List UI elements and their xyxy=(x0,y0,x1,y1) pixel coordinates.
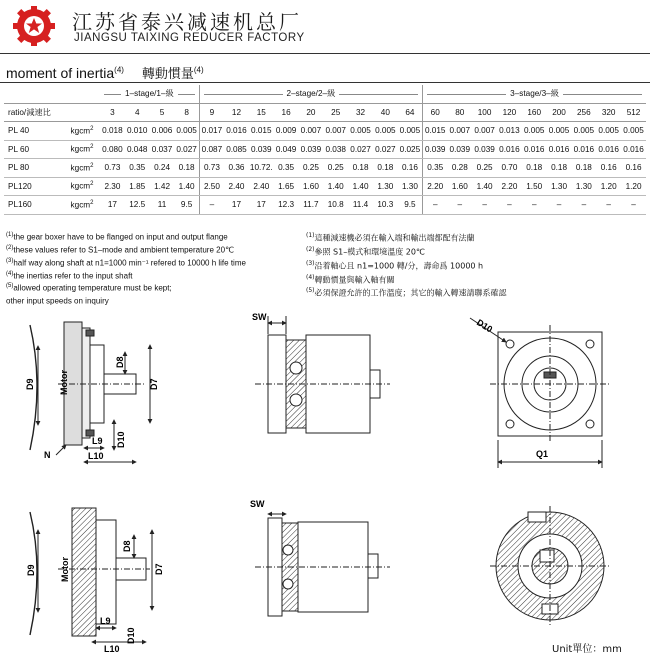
note-line: $^{(2)}$參照 S1–模式和環境溫度 20℃ xyxy=(306,245,425,257)
ratio-cell: 5 xyxy=(150,103,175,122)
dim-n: N xyxy=(44,450,51,460)
value-cell: 0.018 xyxy=(100,122,125,141)
ratio-cell: 12 xyxy=(224,103,249,122)
value-cell: 9.5 xyxy=(398,196,423,215)
value-cell: 0.16 xyxy=(621,159,646,178)
value-cell: 1.85 xyxy=(125,177,150,196)
company-name-cn: 江苏省泰兴减速机总厂 xyxy=(72,10,302,34)
dim-sw-upper: SW xyxy=(252,312,267,322)
value-cell: 0.73 xyxy=(199,159,224,178)
value-cell: 0.039 xyxy=(472,140,497,159)
dim-d9-lower: D9 xyxy=(26,564,36,576)
motor-label: Motor xyxy=(59,370,69,395)
value-cell: 0.013 xyxy=(497,122,522,141)
value-cell: 0.16 xyxy=(398,159,423,178)
ratio-cell: 320 xyxy=(596,103,621,122)
dim-d7-lower: D7 xyxy=(154,563,164,575)
value-cell: 0.005 xyxy=(174,122,199,141)
value-cell: 0.007 xyxy=(472,122,497,141)
stage-header-3: 3–stage/3–級 xyxy=(423,85,646,103)
ratio-cell: 9 xyxy=(199,103,224,122)
value-cell: 0.18 xyxy=(373,159,398,178)
value-cell: 0.009 xyxy=(274,122,299,141)
ratio-cell: 160 xyxy=(522,103,547,122)
value-cell: 1.30 xyxy=(571,177,596,196)
value-cell: 0.016 xyxy=(621,140,646,159)
value-cell: 0.24 xyxy=(150,159,175,178)
unit-cell: kgcm$^2$ xyxy=(64,177,100,196)
ratio-cell: 25 xyxy=(323,103,348,122)
value-cell: 0.35 xyxy=(274,159,299,178)
value-cell: 0.25 xyxy=(299,159,324,178)
note-line: $^{(1)}$這種減速機必須在輸入端和輸出端都配有法蘭 xyxy=(306,232,475,243)
motor-label-lower: Motor xyxy=(60,557,70,582)
ratio-cell: 4 xyxy=(125,103,150,122)
value-cell: 0.016 xyxy=(571,140,596,159)
value-cell: 1.20 xyxy=(596,177,621,196)
value-cell: 0.087 xyxy=(199,140,224,159)
value-cell: 10.8 xyxy=(323,196,348,215)
value-cell: 0.007 xyxy=(323,122,348,141)
model-cell: PL120 xyxy=(4,177,64,196)
unit-cell: kgcm$^2$ xyxy=(64,159,100,178)
value-cell: 0.025 xyxy=(398,140,423,159)
value-cell: – xyxy=(447,196,472,215)
section-view-lower xyxy=(255,514,390,616)
value-cell: 0.049 xyxy=(274,140,299,159)
value-cell: 0.016 xyxy=(547,140,572,159)
value-cell: 0.085 xyxy=(224,140,249,159)
value-cell: 0.18 xyxy=(174,159,199,178)
value-cell: 0.015 xyxy=(249,122,274,141)
ratio-cell: 512 xyxy=(621,103,646,122)
dim-d8-lower: D8 xyxy=(122,540,132,552)
value-cell: – xyxy=(621,196,646,215)
value-cell: 0.080 xyxy=(100,140,125,159)
stage-header-1: 1–stage/1–級 xyxy=(100,85,199,103)
value-cell: 0.039 xyxy=(249,140,274,159)
unit-label: Unit單位：mm xyxy=(552,644,622,655)
value-cell: 0.037 xyxy=(150,140,175,159)
value-cell: 17 xyxy=(249,196,274,215)
value-cell: 0.18 xyxy=(348,159,373,178)
value-cell: 2.20 xyxy=(423,177,448,196)
ratio-cell: 32 xyxy=(348,103,373,122)
value-cell: 1.65 xyxy=(274,177,299,196)
ratio-cell: 64 xyxy=(398,103,423,122)
ratio-cell: 3 xyxy=(100,103,125,122)
value-cell: 1.42 xyxy=(150,177,175,196)
value-cell: 0.027 xyxy=(348,140,373,159)
value-cell: 0.16 xyxy=(596,159,621,178)
value-cell: 0.35 xyxy=(423,159,448,178)
value-cell: 0.039 xyxy=(299,140,324,159)
value-cell: 0.006 xyxy=(150,122,175,141)
ratio-cell: 100 xyxy=(472,103,497,122)
value-cell: 2.20 xyxy=(497,177,522,196)
dim-d10: D10 xyxy=(116,431,126,448)
value-cell: 0.017 xyxy=(199,122,224,141)
value-cell: 0.027 xyxy=(174,140,199,159)
value-cell: 0.005 xyxy=(398,122,423,141)
value-cell: 0.70 xyxy=(497,159,522,178)
ratio-cell: 40 xyxy=(373,103,398,122)
value-cell: 11 xyxy=(150,196,175,215)
value-cell: 1.40 xyxy=(174,177,199,196)
side-view-lower xyxy=(30,508,152,642)
value-cell: 0.28 xyxy=(447,159,472,178)
unit-cell: kgcm$^2$ xyxy=(64,122,100,141)
dim-d10-lower: D10 xyxy=(126,627,136,644)
value-cell: 1.30 xyxy=(398,177,423,196)
dim-l10: L10 xyxy=(88,451,104,461)
value-cell: – xyxy=(423,196,448,215)
value-cell: 9.5 xyxy=(174,196,199,215)
value-cell: 1.50 xyxy=(522,177,547,196)
dim-l9: L9 xyxy=(92,436,103,446)
ratio-cell: 20 xyxy=(299,103,324,122)
title-en: moment of inertia xyxy=(6,65,115,81)
value-cell: 0.048 xyxy=(125,140,150,159)
value-cell: – xyxy=(571,196,596,215)
stage-header-2: 2–stage/2–級 xyxy=(199,85,422,103)
title-cn: 轉動慣量 xyxy=(141,67,194,82)
dim-l9-lower: L9 xyxy=(100,616,111,626)
dim-q1: Q1 xyxy=(536,449,549,459)
value-cell: 0.18 xyxy=(522,159,547,178)
value-cell: 1.60 xyxy=(299,177,324,196)
value-cell: 0.016 xyxy=(497,140,522,159)
value-cell: 1.60 xyxy=(447,177,472,196)
ratio-cell: 15 xyxy=(249,103,274,122)
value-cell: 0.25 xyxy=(472,159,497,178)
note-line: $^{(1)}$the gear boxer have to be flanged on input and output flange xyxy=(6,232,228,242)
value-cell: 12.3 xyxy=(274,196,299,215)
value-cell: 10.3 xyxy=(373,196,398,215)
value-cell: 1.20 xyxy=(621,177,646,196)
ratio-cell: 8 xyxy=(174,103,199,122)
value-cell: 0.005 xyxy=(348,122,373,141)
value-cell: 0.005 xyxy=(571,122,596,141)
company-name-en: JIANGSU TAIXING REDUCER FACTORY xyxy=(74,32,305,44)
value-cell: 0.016 xyxy=(522,140,547,159)
value-cell: 0.038 xyxy=(323,140,348,159)
ratio-cell: 16 xyxy=(274,103,299,122)
value-cell: 0.005 xyxy=(547,122,572,141)
value-cell: 2.40 xyxy=(224,177,249,196)
note-line: $^{(5)}$必須保證允許的工作溫度；其它的輸入轉速請聯系確認 xyxy=(306,287,507,299)
ratio-cell: 60 xyxy=(423,103,448,122)
section-view-upper xyxy=(255,316,390,433)
value-cell: 17 xyxy=(224,196,249,215)
value-cell: 0.016 xyxy=(596,140,621,159)
unit-cell: kgcm$^2$ xyxy=(64,140,100,159)
value-cell: 1.40 xyxy=(472,177,497,196)
dim-l10-lower: L10 xyxy=(104,644,120,654)
value-cell: 0.005 xyxy=(621,122,646,141)
unit-cell: kgcm$^2$ xyxy=(64,196,100,215)
value-cell: – xyxy=(596,196,621,215)
section-title: moment of inertia$^{(4)}$ 轉動慣量$^{(4)}$ xyxy=(6,65,204,82)
value-cell: 2.30 xyxy=(100,177,125,196)
value-cell: 0.016 xyxy=(224,122,249,141)
value-cell: 1.30 xyxy=(373,177,398,196)
value-cell: 11.7 xyxy=(299,196,324,215)
ratio-cell: 120 xyxy=(497,103,522,122)
value-cell: 0.015 xyxy=(423,122,448,141)
value-cell: 0.35 xyxy=(125,159,150,178)
ratio-cell: 80 xyxy=(447,103,472,122)
note-line: $^{(2)}$these values refer to S1–mode and ambient temperature 20℃ xyxy=(6,244,235,255)
value-cell: – xyxy=(472,196,497,215)
value-cell: 0.18 xyxy=(571,159,596,178)
value-cell: – xyxy=(547,196,572,215)
value-cell: 0.010 xyxy=(125,122,150,141)
value-cell: 1.40 xyxy=(323,177,348,196)
model-cell: PL 60 xyxy=(4,140,64,159)
value-cell: 1.30 xyxy=(547,177,572,196)
value-cell: 0.005 xyxy=(373,122,398,141)
value-cell: – xyxy=(522,196,547,215)
value-cell: 0.039 xyxy=(447,140,472,159)
value-cell: 0.18 xyxy=(547,159,572,178)
note-line: $^{(5)}$allowed operating temperature must be kept; xyxy=(6,283,172,294)
front-view-round xyxy=(490,506,610,626)
note-line: $^{(3)}$half way along shaft at n1=1000 min⁻¹ refered to 10000 h life time xyxy=(6,257,246,268)
value-cell: 0.027 xyxy=(373,140,398,159)
value-cell: 0.007 xyxy=(447,122,472,141)
value-cell: 10.72. xyxy=(249,159,274,178)
value-cell: 0.36 xyxy=(224,159,249,178)
dim-d9: D9 xyxy=(25,378,35,390)
model-cell: PL 80 xyxy=(4,159,64,178)
value-cell: 11.4 xyxy=(348,196,373,215)
model-cell: PL160 xyxy=(4,196,64,215)
dim-sw-lower: SW xyxy=(250,499,265,509)
note-line: $^{(4)}$the inertias refer to the input shaft xyxy=(6,270,133,281)
dim-d10-flange: D10 xyxy=(474,317,495,335)
value-cell: 1.40 xyxy=(348,177,373,196)
model-cell: PL 40 xyxy=(4,122,64,141)
value-cell: 2.40 xyxy=(249,177,274,196)
note-line: other input speeds on inquiry xyxy=(6,296,109,306)
ratio-label: ratio/減速比 xyxy=(4,103,100,122)
value-cell: 0.005 xyxy=(522,122,547,141)
value-cell: 0.007 xyxy=(299,122,324,141)
front-view-flange xyxy=(470,318,610,468)
dim-d7: D7 xyxy=(149,378,159,390)
value-cell: – xyxy=(199,196,224,215)
ratio-cell: 256 xyxy=(571,103,596,122)
value-cell: 0.005 xyxy=(596,122,621,141)
value-cell: 0.039 xyxy=(423,140,448,159)
note-line: $^{(3)}$沿着軸心且 n1=1000 轉/分，壽命爲 10000 h xyxy=(306,259,484,271)
value-cell: 0.73 xyxy=(100,159,125,178)
ratio-cell: 200 xyxy=(547,103,572,122)
value-cell: 12.5 xyxy=(125,196,150,215)
note-line: $^{(4)}$轉動慣量與輸入軸有關 xyxy=(306,273,395,285)
value-cell: 0.25 xyxy=(323,159,348,178)
side-view-upper xyxy=(30,322,150,462)
dim-d8: D8 xyxy=(115,356,125,368)
value-cell: 17 xyxy=(100,196,125,215)
value-cell: – xyxy=(497,196,522,215)
value-cell: 2.50 xyxy=(199,177,224,196)
